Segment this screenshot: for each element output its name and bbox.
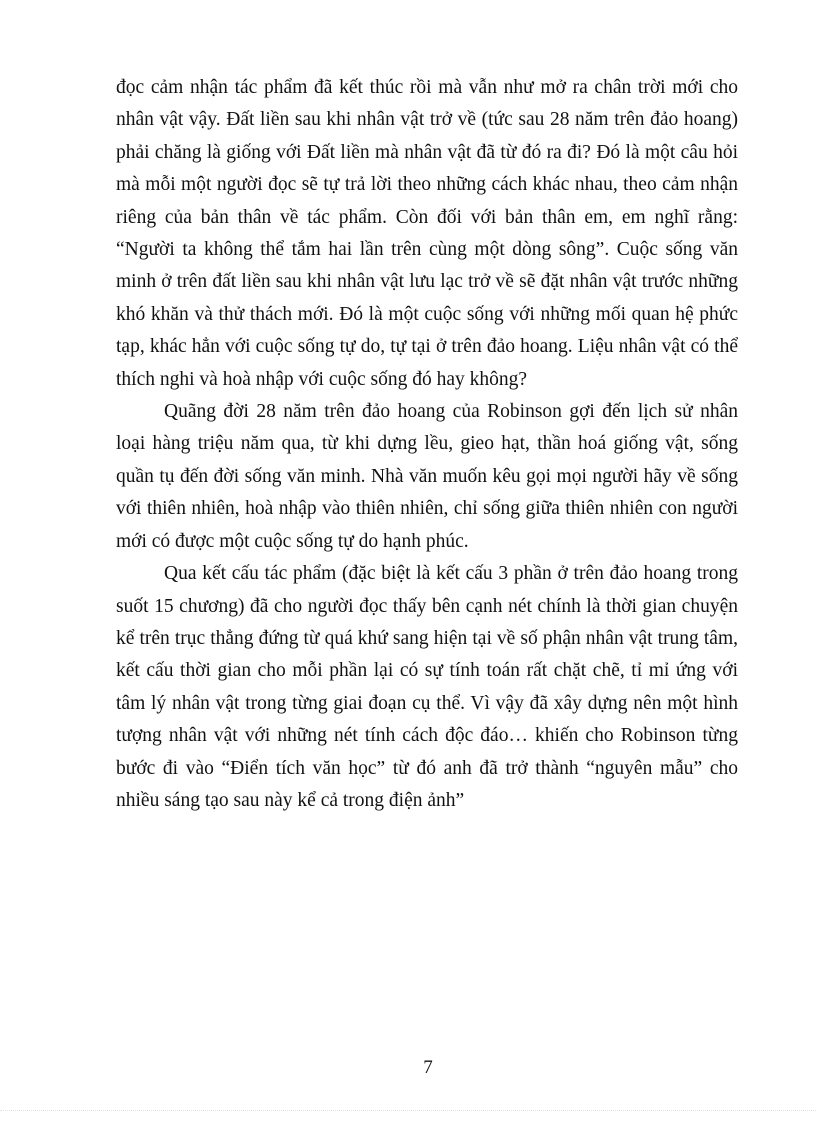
page-number: 7 bbox=[423, 1057, 433, 1078]
page-bottom-divider bbox=[0, 1110, 816, 1111]
paragraph-work-structure: Qua kết cấu tác phẩm (đặc biệt là kết cấu 3 phần ở trên đảo hoang trong suốt 15 chương) đã cho người đọc thấy bên cạnh nét chính là thời gian chuyện kể trên trục thẳng đứng từ quá khứ sang hiện tại về số phận nhân vật trung tâm, kết cấu thời gian cho mỗi phần lại có sự tính toán rất chặt chẽ, tỉ mỉ ứng với tâm lý nhân vật trong từng giai đoạn cụ thể. Vì vậy đã xây dựng nên một hình tượng nhân vật với những nét tính cách độc đáo… khiến cho Robinson từng bước đi vào “Điển tích văn học” từ đó anh đã trở thành “nguyên mẫu” cho nhiều sáng tạo sau này kể cả trong điện ảnh” bbox=[116, 563, 738, 811]
document-body bbox=[116, 72, 738, 817]
paragraph-robinson-island-life: Quãng đời 28 năm trên đảo hoang của Robinson gợi đến lịch sử nhân loại hàng triệu năm qua, từ khi dựng lều, gieo hạt, thần hoá giống vật, sống quần tụ đến đời sống văn minh. Nhà văn muốn kêu gọi mọi người hãy về sống với thiên nhiên, hoà nhập vào thiên nhiên, chỉ sống giữa thiên nhiên con người mới có được một cuộc sống tự do hạnh phúc. bbox=[116, 401, 738, 552]
paragraph-continuation: đọc cảm nhận tác phẩm đã kết thúc rồi mà vẫn như mở ra chân trời mới cho nhân vật vậy. Đất liền sau khi nhân vật trở về (tức sau 28 năm trên đảo hoang) phải chăng là giống với Đất liền mà nhân vật đã từ đó ra đi? Đó là một câu hỏi mà mỗi một người đọc sẽ tự trả lời theo những cách khác nhau, theo cảm nhận riêng của bản thân về tác phẩm. Còn đối với bản thân em, em nghĩ rằng: “Người ta không thể tắm hai lần trên cùng một dòng sông”. Cuộc sống văn minh ở trên đất liền sau khi nhân vật lưu lạc trở về sẽ đặt nhân vật trước những khó khăn và thử thách mới. Đó là một cuộc sống với những mối quan hệ phức tạp, khác hẳn với cuộc sống tự do, tự tại ở trên đảo hoang. Liệu nhân vật có thể thích nghi và hoà nhập với cuộc sống đó hay không? bbox=[116, 77, 738, 390]
